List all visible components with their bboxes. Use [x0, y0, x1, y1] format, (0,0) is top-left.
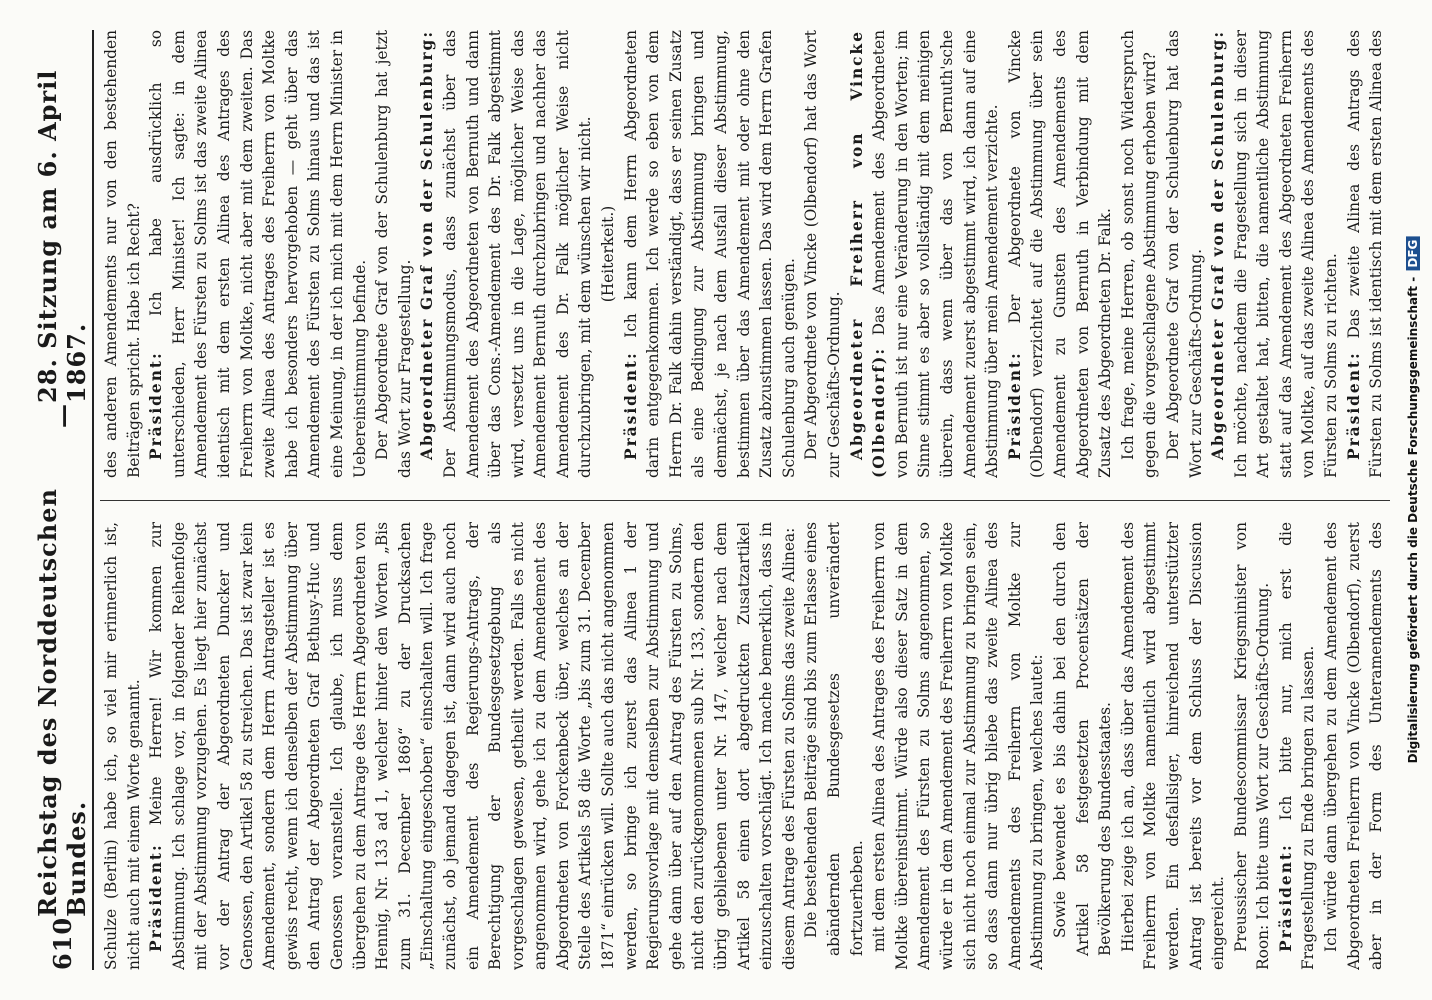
paragraph — [371, 30, 416, 478]
paragraph-text: Der Abstimmungsmodus, dass zunächst über das Amendement des Abgeordneten von Bernuth und dann über das Cons.-Amendement des Dr. Falk abgestimmt wird, versetzt uns in die Lage, möglicher Weise das Amendement Bernuth durchzubringen und nachher das Amendement des Dr. Falk möglicher Weise nicht durchzubringen, mit dem wünschen wir nicht. — [440, 30, 595, 478]
paragraph-text: Ich möchte, nachdem die Fragestellung sich in dieser Art gestaltet hat, bitten, die namentliche Abstimmung statt auf das Amendement des Abgeordneten Freiherrn von Moltke, auf das zweite Alinea des Amendements des Fürsten zu Solms zu richten. — [1231, 30, 1341, 478]
header-left-title: Reichstag des Norddeutschen Bundes. — [33, 488, 91, 917]
left-column — [100, 522, 1390, 970]
digitization-sidebar — [1400, 20, 1426, 980]
paragraph — [1230, 522, 1275, 970]
paragraph-text: Das Amendement des Abgeordneten von Bernuth ist nur eine Veränderung in den Worten; im Sinne stimmt es aber so vollständig mit dem meinigen überein, dass wenn über das von Bernuth'sche Amendement zuerst abgestimmt wird, ich dann auf eine Abstimmung über mein Amendement verzichte. — [870, 30, 1002, 478]
paragraph-text: Das zweite Alinea des Antrags des Fürsten zu Solms ist identisch mit dem ersten Alinea des — [1344, 30, 1386, 478]
paragraph-text: (Heiterkeit.) — [599, 205, 618, 303]
paragraph-text: Ich kann dem Herrn Abgeordneten darin entgegenkommen. Ich werde so eben von dem Herrn Dr. Falk dahin verständigt, dass er seinen Zusatz als eine Bedingung zur Abstimmung bringen und demnächst, je nach dem Ausfall dieser Abstimmung, bestimmen über das Amendement mit oder ohne den Zusatz abzustimmen lassen. Das wird dem Herrn Grafen Schulenburg auch genügen. — [621, 30, 798, 478]
paragraph — [416, 30, 597, 478]
paragraph — [1162, 30, 1207, 478]
paragraph-text: Die bestehenden Beiträge sind bis zum Erlasse eines abändernden Bundesgesetzes unverändert fortzuerheben. — [802, 522, 866, 956]
dfg-logo: DFG — [1406, 237, 1420, 271]
digitization-note: Digitalisierung gefördert durch die Deutsche Forschungsgemeinschaft - — [1406, 276, 1420, 764]
paragraph — [1049, 522, 1117, 970]
paragraph — [1117, 30, 1162, 478]
paragraph-text: des anderen Amendements nur von den bestehenden Beiträgen spricht. Habe ich Recht? — [102, 30, 143, 478]
speaker-name: Abgeordneter Freiherr von Vincke (Olbendorf): — [847, 30, 889, 478]
rotated-page-content — [33, 30, 1396, 970]
speaker-name: Präsident: — [621, 351, 640, 460]
paragraph-text: Der Abgeordnete Graf von der Schulenburg hat das Wort zur Geschäfts-Ordnung. — [1163, 30, 1205, 478]
paragraph-text: Sowie bewendet es bis dahin bei den durch den Artikel 58 festgesetzten Procentsätzen der Bevölkerung des Bundesstaates. — [1050, 522, 1115, 956]
page-header — [33, 30, 91, 970]
paragraph — [1320, 522, 1390, 970]
paragraph-text: Der Abgeordnete von Vincke (Olbendorf) verzichtet auf die Abstimmung über sein Amendement zu Gunsten des Amendements des Abgeordneten von Bernuth in Verbindung mit dem Zusatz des Abgeordneten Dr. Falk. — [1005, 30, 1115, 478]
paragraph-text: Der Abgeordnete Graf von der Schulenburg hat jetzt das Wort zur Fragestellung. — [373, 30, 414, 478]
paragraph-text: Preussischer Bundescommissar Kriegsminister von Roon: Ich bitte ums Wort zur Geschäfts-Ordnung. — [1231, 522, 1273, 970]
paragraph — [1207, 30, 1343, 478]
header-separator: — — [47, 402, 77, 428]
paragraph-text: Schulze (Berlin) habe ich, so viel mir erinnerlich ist, nicht auch mit einem Worte genannt. — [102, 522, 143, 970]
speaker-name: Abgeordneter Graf von der Schulenburg: — [418, 30, 437, 460]
paragraph — [620, 30, 801, 478]
paragraph — [868, 522, 1049, 970]
paragraph-text: Ich habe ausdrücklich so unterschieden, Herr Minister! Ich sagte: in dem Amendement des Fürsten zu Solms ist das zweite Alinea identisch mit dem ersten Alinea des Antrages des Freiherrn von Moltke, nicht aber mit dem zweiten. Das zweite Alinea des Antrages des Freiherrn von Moltke habe ich besonders hervorgehoben — geht über das Amendement des Fürsten zu Solms hinaus und das ist eine Meinung, in der ich mich mit dem Herrn Minister in Uebereinstimmung befinde. — [147, 30, 369, 478]
paragraph-text: Ich bitte nur, mich erst die Fragestellung zu Ende bringen zu lassen. — [1276, 522, 1318, 970]
right-column — [100, 30, 1390, 478]
paragraph — [1343, 30, 1390, 478]
column-divider — [100, 500, 1390, 501]
paragraph-text: Hierbei zeige ich an, dass über das Amendement des Freiherrn von Moltke namentlich wird abgestimmt werden. Ein desfallsiger, hinreichend unterstützter Antrag ist bereits vor dem Schluss der Discussion eingereicht. — [1118, 522, 1228, 970]
speaker-name: Präsident: — [1276, 843, 1295, 952]
speaker-name: Präsident: — [1344, 351, 1363, 460]
paragraph — [846, 30, 1004, 478]
speaker-name: Präsident: — [1005, 351, 1024, 460]
header-rule — [92, 30, 94, 970]
paragraph-text: Ich frage, meine Herren, ob sonst noch Widerspruch gegen die vorgeschlagene Abstimmung erhoben wird? — [1118, 30, 1160, 478]
header-right-title: 28. Sitzung am 6. April 1867. — [33, 69, 91, 403]
paragraph — [1275, 522, 1320, 970]
paragraph — [100, 522, 145, 970]
paragraph — [800, 522, 868, 970]
speaker-name: Präsident: — [147, 351, 166, 460]
paragraph — [597, 30, 620, 478]
paragraph — [145, 522, 800, 970]
paragraph-text: Ich würde dann übergehen zu dem Amendement des Abgeordneten Freiherrn von Vincke (Olbendorf), zuerst aber in der Form des Unteramendements des — [1322, 522, 1386, 970]
paragraph-text: Der Abgeordnete von Vincke (Olbendorf) hat das Wort zur Geschäfts-Ordnung. — [802, 30, 843, 478]
paragraph — [800, 30, 845, 478]
speaker-name: Präsident: — [147, 843, 166, 952]
paragraph — [1117, 522, 1230, 970]
speaker-name: Abgeordneter Graf von der Schulenburg: — [1209, 30, 1228, 460]
paragraph — [1004, 30, 1117, 478]
paragraph-text: Meine Herren! Wir kommen zur Abstimmung. Ich schlage vor, in folgender Reihenfolge mit der Abstimmung vorzugehen. Es liegt hier zunächst vor der Antrag der Abgeordneten Duncker und Genossen, den Artikel 58 zu streichen. Das ist zwar kein Amendement, sondern dem Herrn Antragsteller ist es gewiss recht, wenn ich denselben der Abstimmung über den Antrag der Abgeordneten Graf Bethusy-Huc und Genossen voranstelle. Ich glaube, ich muss denn übergehen zu dem Antrage des Herrn Abgeordneten von Hennig, Nr. 133 ad 1, welcher hinter den Worten „Bis zum 31. December 1869“ zu der Drucksachen „Einschaltung eingeschoben“ einschalten will. Ich frage zunächst, ob jemand dagegen ist, dann wird auch noch ein Amendement des Regierungs-Antrags, der Berechtigung der Bundesgesetzgebung als vorgeschlagen gewesen, getheilt werden. Falls es nicht angenommen wird, gehe ich zu dem Amendement des Abgeordneten von Forckenbeck über, welches an der Stelle des Artikels 58 die Worte „bis zum 31. December 1871“ einrücken will. Sollte auch das nicht angenommen werden, so bringe ich zuerst das Alinea 1 der Regierungsvorlage mit demselben zur Abstimmung und gehe dann über auf den Antrag des Fürsten zu Solms, nicht den zurückgenommenen sub Nr. 133, sondern den übrig gebliebenen unter Nr. 147, welcher nach dem Artikel 58 einen dort abgedruckten Zusatzartikel einzuschalten vorschlägt. Ich mache bemerklich, dass in diesem Antrage des Fürsten zu Solms das zweite Alinea: — [147, 522, 798, 970]
paragraph — [100, 30, 145, 478]
page-number: 610 — [47, 916, 77, 970]
paragraph-text: mit dem ersten Alinea des Antrages des Freiherrn von Moltke übereinstimmt. Würde also dieser Satz in dem Amendement des Fürsten zu Solms angenommen, so würde er in dem Amendement des Freiherrn von Moltke sich nicht noch einmal zur Abstimmung zu bringen sein, so dass dann nur übrig bliebe das zweite Alinea des Amendements des Freiherrn von Moltke zur Abstimmung zu bringen, welches lautet: — [870, 522, 1047, 970]
paragraph — [145, 30, 371, 478]
